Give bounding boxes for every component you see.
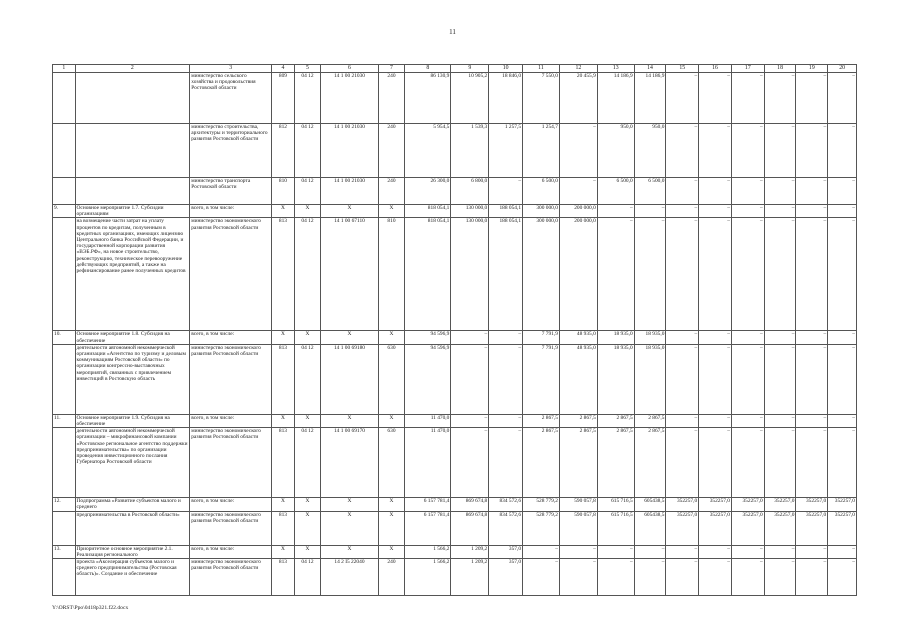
table-cell: 13. — [53, 545, 76, 558]
table-cell: – — [699, 178, 732, 205]
header-cell: 3 — [190, 65, 272, 73]
table-cell: министерство строительства, архитектуры и территориального развития Ростовской области — [190, 124, 272, 178]
table-cell: 14 1 00 67110 — [321, 218, 378, 331]
file-path-footer: Y:\ORST\Ppo\0418p321.f22.docx — [52, 605, 129, 611]
header-cell: 16 — [699, 65, 732, 73]
header-cell: 19 — [796, 65, 828, 73]
table-cell: 2 867,5 — [523, 428, 560, 498]
table-cell: 48 935,0 — [559, 344, 597, 414]
table-cell: X — [294, 414, 321, 427]
table-cell: – — [764, 545, 796, 558]
table-cell: 357,0 — [489, 545, 523, 558]
table-cell: на возмещение части затрат на уплату процентов по кредитам, полученным в кредитных организациях, имеющих лицензию Центрального банка Российской Федерации, и государственной корпорации развития «ВЭБ.РФ», на новое строительство, реконструкцию, техническое перевооружение действующих предприятий, а также на рефинансирование ранее полученных кредитов — [75, 218, 190, 331]
table-row — [53, 331, 857, 344]
table-cell: – — [634, 218, 666, 331]
table-cell: – — [764, 559, 796, 596]
table-cell: 1 209,2 — [451, 545, 489, 558]
table-cell: – — [666, 178, 699, 205]
table-cell: Основное мероприятие 1.7. Субсидии организациям — [75, 205, 190, 218]
table-cell: 605438,5 — [634, 498, 666, 511]
table-cell: 6 800,0 — [451, 178, 489, 205]
table-cell: X — [294, 545, 321, 558]
table-cell: 12. — [53, 498, 76, 511]
table-cell: 357,0 — [489, 559, 523, 596]
table-cell: 810 — [272, 178, 295, 205]
table-cell: X — [272, 331, 295, 344]
table-cell: X — [378, 545, 405, 558]
table-row — [53, 545, 857, 558]
table-cell: – — [666, 205, 699, 218]
table-cell: – — [731, 344, 764, 414]
table-cell: 20 455,9 — [559, 73, 597, 124]
table-cell: деятельности автономной некоммерческой организации – микрофинансовой компании «Ростовское региональное агентство поддержки предпринимательства» по организации проведения инвестиционного послания Губернатора Ростовской области — [75, 428, 190, 498]
table-cell: 48 935,0 — [559, 331, 597, 344]
table-cell: 300 000,0 — [523, 218, 560, 331]
table-cell: 14 2 I5 22040 — [321, 559, 378, 596]
table-cell: – — [828, 331, 857, 344]
header-cell: 6 — [321, 65, 378, 73]
table-cell: 18 846,0 — [489, 73, 523, 124]
table-cell: – — [666, 545, 699, 558]
table-cell: 352257,0 — [796, 498, 828, 511]
table-cell: 86 130,9 — [405, 73, 451, 124]
table-cell: – — [731, 124, 764, 178]
table-cell: X — [321, 331, 378, 344]
table-cell: – — [764, 218, 796, 331]
table-cell: – — [764, 414, 796, 427]
table-cell: – — [666, 218, 699, 331]
table-cell: 630 — [378, 344, 405, 414]
table-row — [53, 498, 857, 511]
table-cell: 11 470,0 — [405, 428, 451, 498]
table-cell: 04 12 — [294, 344, 321, 414]
table-cell: 1 257,5 — [489, 124, 523, 178]
table-cell: – — [699, 124, 732, 178]
table-cell: 812 — [272, 124, 295, 178]
table-cell: 2 867,5 — [523, 414, 560, 427]
header-cell: 18 — [764, 65, 796, 73]
table-cell: 18 935,0 — [597, 344, 634, 414]
table-cell: – — [666, 344, 699, 414]
table-cell: 1 566,2 — [405, 559, 451, 596]
table-cell: 810 — [378, 218, 405, 331]
table-cell: 94 596,9 — [405, 344, 451, 414]
table-cell: Подпрограмма «Развитие субъектов малого и среднего — [75, 498, 190, 511]
table-cell: – — [796, 344, 828, 414]
table-cell: – — [731, 178, 764, 205]
table-cell: 615 716,5 — [597, 511, 634, 545]
table-cell: – — [764, 205, 796, 218]
header-cell: 9 — [451, 65, 489, 73]
table-cell: – — [796, 205, 828, 218]
table-cell: – — [699, 205, 732, 218]
table-cell: – — [764, 331, 796, 344]
header-cell: 20 — [828, 65, 857, 73]
table-cell: 352257,0 — [666, 511, 699, 545]
table-cell: 352257,0 — [666, 498, 699, 511]
table-cell: 813 — [272, 511, 295, 545]
table-cell: 352257,0 — [699, 511, 732, 545]
table-cell: – — [699, 344, 732, 414]
table-cell: X — [378, 414, 405, 427]
header-cell: 7 — [378, 65, 405, 73]
table-cell: – — [597, 205, 634, 218]
table-cell: министерство экономического развития Ростовской области — [190, 428, 272, 498]
table-cell: – — [764, 73, 796, 124]
table-cell: – — [731, 218, 764, 331]
table-cell: 240 — [378, 124, 405, 178]
table-cell: X — [321, 511, 378, 545]
table-cell: 352257,0 — [764, 511, 796, 545]
table-cell: – — [489, 344, 523, 414]
table-cell: 6 500,0 — [597, 178, 634, 205]
table-cell: 2 867,5 — [559, 428, 597, 498]
table-row — [53, 178, 857, 205]
header-cell: 4 — [272, 65, 295, 73]
table-cell: 352257,0 — [828, 511, 857, 545]
table-cell: – — [699, 545, 732, 558]
table-cell: предпринимательства в Ростовской области» — [75, 511, 190, 545]
table-cell: – — [523, 559, 560, 596]
table-cell: 240 — [378, 178, 405, 205]
table-cell: – — [666, 124, 699, 178]
table-cell: – — [597, 559, 634, 596]
table-cell: – — [559, 559, 597, 596]
table-cell: 1 254,7 — [523, 124, 560, 178]
table-cell: – — [828, 124, 857, 178]
table-cell: – — [828, 73, 857, 124]
table-cell: 818 054,1 — [405, 218, 451, 331]
header-cell: 10 — [489, 65, 523, 73]
header-cell: 1 — [53, 65, 76, 73]
table-cell: 869 674,8 — [451, 498, 489, 511]
table-cell: 813 — [272, 559, 295, 596]
table-cell: – — [699, 428, 732, 498]
table-cell: 94 596,9 — [405, 331, 451, 344]
table-cell: – — [764, 124, 796, 178]
table-cell: – — [764, 428, 796, 498]
table-cell: X — [321, 498, 378, 511]
table-cell: – — [666, 428, 699, 498]
table-cell: – — [699, 218, 732, 331]
table-cell: 18 935,0 — [634, 344, 666, 414]
table-cell: 04 12 — [294, 559, 321, 596]
table-cell: – — [451, 331, 489, 344]
table-row — [53, 428, 857, 498]
table-cell: X — [294, 511, 321, 545]
table-cell: 11 470,0 — [405, 414, 451, 427]
table-cell: – — [828, 559, 857, 596]
table-cell: – — [796, 218, 828, 331]
table-cell: – — [796, 178, 828, 205]
table-cell: министерство экономического развития Ростовской области — [190, 559, 272, 596]
table-cell: всего, в том числе: — [190, 545, 272, 558]
header-cell: 5 — [294, 65, 321, 73]
table-cell: – — [731, 559, 764, 596]
table-cell: 2 867,5 — [597, 428, 634, 498]
table-cell: 6 500,0 — [523, 178, 560, 205]
table-cell: – — [489, 331, 523, 344]
table-cell: – — [796, 428, 828, 498]
table-cell: 14 1 00 21030 — [321, 178, 378, 205]
header-cell: 11 — [523, 65, 560, 73]
table-cell: – — [796, 559, 828, 596]
table-cell: – — [489, 178, 523, 205]
table-cell: 605438,5 — [634, 511, 666, 545]
table-cell: – — [731, 331, 764, 344]
header-cell: 2 — [75, 65, 190, 73]
table-cell: X — [378, 331, 405, 344]
table-cell — [53, 73, 76, 124]
table-cell: 352257,0 — [764, 498, 796, 511]
table-cell: 813 — [272, 428, 295, 498]
table-cell: 300 000,0 — [523, 205, 560, 218]
table-cell: 14 1 00 69180 — [321, 344, 378, 414]
table-cell: 7 550,0 — [523, 73, 560, 124]
table-cell: министерство сельского хозяйства и продовольствия Ростовской области — [190, 73, 272, 124]
table-cell: 04 12 — [294, 428, 321, 498]
table-row — [53, 344, 857, 414]
table-row — [53, 218, 857, 331]
table-cell: 14 186,9 — [597, 73, 634, 124]
table-cell: – — [764, 344, 796, 414]
table-cell: 528 779,2 — [523, 498, 560, 511]
table-cell: 352257,0 — [731, 498, 764, 511]
table-cell: 352257,0 — [828, 498, 857, 511]
table-cell: – — [523, 545, 560, 558]
table-cell: – — [559, 545, 597, 558]
table-cell: 7 791,9 — [523, 344, 560, 414]
page-number: 11 — [449, 28, 456, 36]
table-cell: – — [699, 559, 732, 596]
table-cell: – — [699, 73, 732, 124]
table-cell: 18 935,0 — [634, 331, 666, 344]
table-cell: 10 905,2 — [451, 73, 489, 124]
table-cell: деятельности автономной некоммерческой организации «Агентство по туризму и деловым коммуникациям Ростовской области» по организации конгрессно-выставочных мероприятий, связанных с привлечением инвестиций в Ростовскую область — [75, 344, 190, 414]
table-cell: X — [321, 545, 378, 558]
table-cell: – — [731, 73, 764, 124]
header-cell: 14 — [634, 65, 666, 73]
table-cell — [53, 178, 76, 205]
table-cell: 14 186,9 — [634, 73, 666, 124]
table-cell: X — [294, 331, 321, 344]
table-cell: – — [666, 559, 699, 596]
table-cell: X — [272, 205, 295, 218]
table-cell: 818 054,1 — [405, 205, 451, 218]
table-cell: 630 — [378, 428, 405, 498]
table-cell: X — [272, 498, 295, 511]
table-cell: 14 1 00 21030 — [321, 73, 378, 124]
table-cell: 590 057,8 — [559, 511, 597, 545]
table-cell: 2 867,5 — [559, 414, 597, 427]
table-cell: – — [828, 414, 857, 427]
table-cell: 615 716,5 — [597, 498, 634, 511]
table-cell: 6 157 781,4 — [405, 498, 451, 511]
table-cell: 200 000,0 — [559, 218, 597, 331]
table-cell: 04 12 — [294, 178, 321, 205]
table-cell: – — [451, 428, 489, 498]
table-cell: 14 1 00 21030 — [321, 124, 378, 178]
table-cell: 7 791,9 — [523, 331, 560, 344]
table-cell: – — [666, 414, 699, 427]
table-cell — [53, 124, 76, 178]
table-cell: – — [634, 545, 666, 558]
table-cell: министерство экономического развития Ростовской области — [190, 511, 272, 545]
table-cell: 130 000,0 — [451, 218, 489, 331]
table-cell: всего, в том числе: — [190, 414, 272, 427]
table-cell: 18 935,0 — [597, 331, 634, 344]
table-cell: – — [489, 414, 523, 427]
header-row — [53, 65, 857, 73]
header-cell: 15 — [666, 65, 699, 73]
table-cell: – — [731, 428, 764, 498]
table-row — [53, 511, 857, 545]
table-cell: проекта «Акселерация субъектов малого и среднего предпринимательства (Ростовская область)». Создание и обеспечение — [75, 559, 190, 596]
table-cell: министерство экономического развития Ростовской области — [190, 218, 272, 331]
table-cell: – — [828, 218, 857, 331]
table-cell: 5 954,5 — [405, 124, 451, 178]
table-cell: – — [828, 205, 857, 218]
table-cell — [53, 559, 76, 596]
table-cell: 1 566,2 — [405, 545, 451, 558]
table-cell: – — [451, 344, 489, 414]
table-cell: – — [828, 344, 857, 414]
table-cell: 6 500,0 — [634, 178, 666, 205]
table-cell: всего, в том числе: — [190, 331, 272, 344]
table-cell: – — [764, 178, 796, 205]
table-cell: X — [272, 545, 295, 558]
table-cell: всего, в том числе: — [190, 205, 272, 218]
table-cell: 240 — [378, 73, 405, 124]
table-cell: 352257,0 — [796, 511, 828, 545]
table-cell: X — [378, 511, 405, 545]
table-row — [53, 73, 857, 124]
table-cell: 2 867,5 — [634, 414, 666, 427]
header-cell: 13 — [597, 65, 634, 73]
table-cell: 352257,0 — [699, 498, 732, 511]
table-cell: 240 — [378, 559, 405, 596]
table-cell: 813 — [272, 344, 295, 414]
table-cell: – — [489, 428, 523, 498]
table-cell: 04 12 — [294, 124, 321, 178]
budget-table — [52, 64, 857, 596]
table-cell: X — [294, 498, 321, 511]
table-cell: 590 057,8 — [559, 498, 597, 511]
table-row — [53, 414, 857, 427]
table-cell: – — [796, 124, 828, 178]
table-cell: 2 867,5 — [597, 414, 634, 427]
table-cell: – — [666, 73, 699, 124]
table-cell: – — [699, 331, 732, 344]
table-cell: министерство экономического развития Ростовской области — [190, 344, 272, 414]
table-cell: 352257,0 — [731, 511, 764, 545]
table-cell — [53, 344, 76, 414]
table-cell: министерство транспорта Ростовской области — [190, 178, 272, 205]
table-cell: – — [828, 428, 857, 498]
table-cell: 834 572,6 — [489, 498, 523, 511]
table-cell: – — [828, 545, 857, 558]
table-cell — [75, 178, 190, 205]
table-cell: – — [699, 414, 732, 427]
table-cell: – — [796, 545, 828, 558]
table-cell: 950,0 — [597, 124, 634, 178]
table-cell: 950,0 — [634, 124, 666, 178]
table-cell: 809 — [272, 73, 295, 124]
table-cell — [53, 428, 76, 498]
table-cell: X — [321, 414, 378, 427]
header-cell: 8 — [405, 65, 451, 73]
table-cell: – — [559, 124, 597, 178]
table-cell: 1 539,3 — [451, 124, 489, 178]
table-cell: X — [378, 205, 405, 218]
table-cell: – — [796, 414, 828, 427]
table-row — [53, 205, 857, 218]
table-cell: 04 12 — [294, 218, 321, 331]
table-cell: 834 572,6 — [489, 511, 523, 545]
header-cell: 17 — [731, 65, 764, 73]
table-cell: Основное мероприятие 1.8. Субсидия на обеспечение — [75, 331, 190, 344]
table-cell: – — [634, 559, 666, 596]
table-cell — [53, 511, 76, 545]
table-cell: X — [294, 205, 321, 218]
table-cell — [75, 124, 190, 178]
table-row — [53, 124, 857, 178]
table-cell: – — [796, 73, 828, 124]
table-cell: 130 000,0 — [451, 205, 489, 218]
table-cell: 188 054,1 — [489, 205, 523, 218]
table-cell: – — [451, 414, 489, 427]
table-cell: – — [796, 331, 828, 344]
table-cell: – — [597, 218, 634, 331]
table-cell: 26 300,0 — [405, 178, 451, 205]
table-cell: всего, в том числе: — [190, 498, 272, 511]
table-cell: 2 867,5 — [634, 428, 666, 498]
table-cell — [53, 218, 76, 331]
table-cell: 188 054,1 — [489, 218, 523, 331]
table-cell: – — [597, 545, 634, 558]
table-cell: 04 12 — [294, 73, 321, 124]
table-cell: Приоритетное основное мероприятие 2.1. Реализация регионального — [75, 545, 190, 558]
table-cell: 9. — [53, 205, 76, 218]
table-cell: – — [828, 178, 857, 205]
table-cell: – — [559, 178, 597, 205]
table-cell: – — [634, 205, 666, 218]
table-cell: 528 779,2 — [523, 511, 560, 545]
table-cell: X — [321, 205, 378, 218]
table-cell: 11. — [53, 414, 76, 427]
table-cell: 6 157 781,4 — [405, 511, 451, 545]
table-cell: 869 674,8 — [451, 511, 489, 545]
table-cell: X — [378, 498, 405, 511]
table-cell: – — [666, 331, 699, 344]
header-cell: 12 — [559, 65, 597, 73]
table-cell: 14 1 00 69170 — [321, 428, 378, 498]
table-cell: – — [731, 205, 764, 218]
table-cell: 1 209,2 — [451, 559, 489, 596]
table-row — [53, 559, 857, 596]
table-cell: Основное мероприятие 1.9. Субсидия на обеспечение — [75, 414, 190, 427]
table-cell — [75, 73, 190, 124]
table-cell: 10. — [53, 331, 76, 344]
table-cell: – — [731, 545, 764, 558]
table-cell: X — [272, 414, 295, 427]
table-cell: 200 000,0 — [559, 205, 597, 218]
table-cell: – — [731, 414, 764, 427]
table-cell: 813 — [272, 218, 295, 331]
